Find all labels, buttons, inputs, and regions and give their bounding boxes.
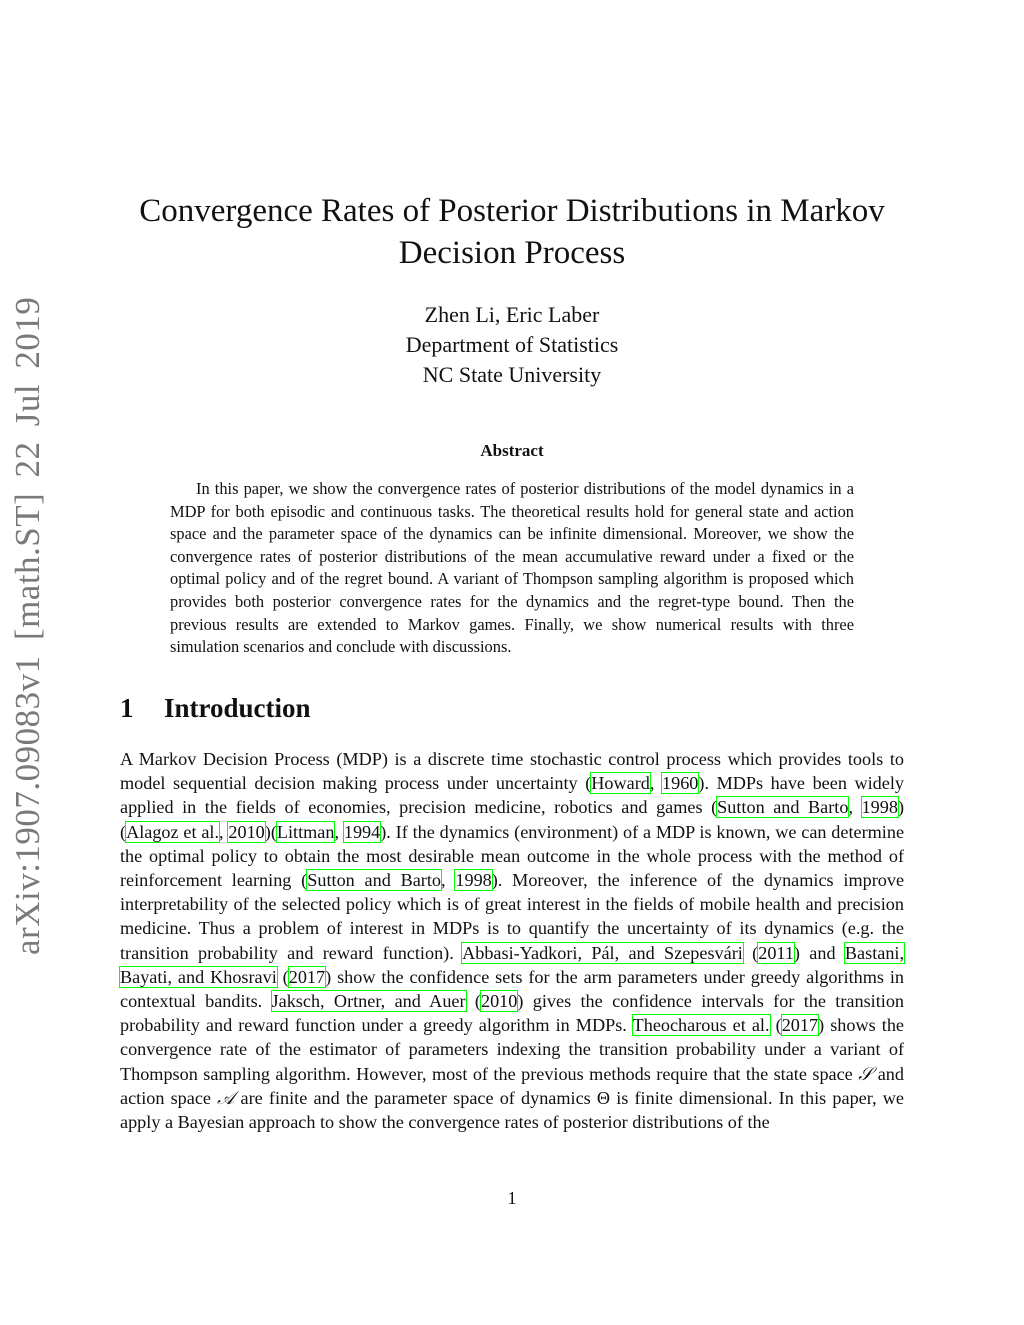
citation-link[interactable]: 2010 xyxy=(228,821,265,842)
intro-text: are finite and the parameter space of dynamics xyxy=(234,1087,597,1108)
citation-link[interactable]: 1998 xyxy=(861,797,898,818)
abstract-text: In this paper, we show the convergence rates of posterior distributions of the model dynamics in a MDP for both episodic and continuous tasks. The theoretical results hold for general state and action space and the parameter space of the dynamics can be infinite dimensional. Moreover, we show the convergence rates of posterior distributions of the mean accumulative reward under a fixed or the optimal policy and of the regret bound. A variant of Thompson sampling algorithm is proposed which provides both posterior convergence rates for the dynamics and the regret-type bound. Then the previous results are extended to Markov games. Finally, we show numerical results with three simulation scenarios and conclude with discussions. xyxy=(170,479,854,657)
citation-link[interactable]: Littman xyxy=(276,821,335,842)
citation-link[interactable]: 2017 xyxy=(288,966,326,987)
intro-text: ) gives the confidence intervals for the transition probability and reward function under a greedy algorithm in MDPs. xyxy=(120,991,905,1036)
page-number: 1 xyxy=(507,1188,517,1208)
citation-link[interactable]: Sutton and Barto xyxy=(717,797,849,818)
citation-link[interactable]: 2010 xyxy=(480,991,518,1012)
intro-text: ) shows the convergence rate of the estimator of parameters indexing the transition probability under a variant of Thompson sampling algorithm. However, most of the previous methods require that the state space xyxy=(120,1015,904,1084)
intro-text: ( xyxy=(276,966,289,987)
author-university: NC State University xyxy=(422,362,602,387)
intro-text: , xyxy=(219,821,229,842)
citation-link[interactable]: Abbasi-Yadkori, Pál, and Szepesvári xyxy=(462,942,743,963)
section-title: Introduction xyxy=(164,693,311,723)
intro-text: , xyxy=(649,773,663,794)
citation-link[interactable]: Bastani, Bayati, and Khosravi xyxy=(120,942,905,987)
intro-text: A Markov Decision Process (MDP) is a discrete time stochastic control process which provides tools to model sequential decision making process under uncertainty ( xyxy=(120,749,904,794)
author-names: Zhen Li, Eric Laber xyxy=(424,302,600,327)
citation-link[interactable]: Jaksch, Ortner, and Auer xyxy=(271,991,466,1012)
intro-text: , xyxy=(441,870,456,891)
intro-text: )( xyxy=(120,797,905,842)
citation-link[interactable]: Alagoz et al. xyxy=(126,821,220,842)
intro-text: ). Moreover, the inference of the dynamics improve interpretability of the selected policy which is of great interest in the fields of mobile health and precision medicine. Thus a problem of interest in MDPs is to quantify the uncertainty of its dynamics (e.g. the transition probability and reward function). xyxy=(120,870,905,963)
section-number: 1 xyxy=(120,693,134,723)
intro-text: ( xyxy=(742,942,759,963)
citation-link[interactable]: Howard xyxy=(591,773,650,794)
citation-link[interactable]: 2011 xyxy=(758,942,794,963)
citation-link[interactable]: 1994 xyxy=(343,821,381,842)
intro-text: , xyxy=(848,797,862,818)
intro-text: )( xyxy=(264,821,277,842)
intro-text: ) show the confidence sets for the arm parameters under greedy algorithms in contextual bandits. xyxy=(120,966,904,1012)
abstract-heading: Abstract xyxy=(480,441,544,460)
author-block xyxy=(112,300,912,390)
intro-text: ) and xyxy=(793,942,845,963)
intro-text: ( xyxy=(465,991,481,1012)
intro-text: , xyxy=(334,821,344,842)
intro-text: and action space xyxy=(120,1063,904,1108)
citation-link[interactable]: Theocharous et al. xyxy=(632,1015,770,1036)
author-department: Department of Statistics xyxy=(405,332,619,357)
introduction-paragraph xyxy=(120,747,904,1134)
citation-link[interactable]: 1998 xyxy=(455,870,492,891)
intro-text: ). MDPs have been widely applied in the fields of economies, precision medicine, robotics and games ( xyxy=(120,773,904,818)
section-heading-introduction xyxy=(120,693,311,724)
arxiv-identifier-stamp: arXiv:1907.09083v1 [math.ST] 22 Jul 2019 xyxy=(8,296,47,955)
citation-link[interactable]: 2017 xyxy=(781,1015,819,1036)
intro-text: ( xyxy=(769,1015,782,1036)
math-symbol-parameter-space: Θ xyxy=(596,1087,611,1108)
paper-title: Convergence Rates of Posterior Distributions in Markov Decision Process xyxy=(139,193,885,271)
math-symbol-action-space: 𝒜 xyxy=(217,1087,235,1108)
intro-text: is finite dimensional. In this paper, we apply a Bayesian approach to show the convergence rates of posterior distributions of the xyxy=(120,1087,904,1133)
citation-link[interactable]: 1960 xyxy=(662,773,699,794)
math-symbol-state-space: 𝒮 xyxy=(858,1063,873,1084)
intro-text: ). If the dynamics (environment) of a MDP is known, we can determine the optimal policy to obtain the most desirable mean outcome in the whole process with the method of reinforcement learning ( xyxy=(120,821,905,891)
citation-link[interactable]: Sutton and Barto xyxy=(307,870,442,891)
